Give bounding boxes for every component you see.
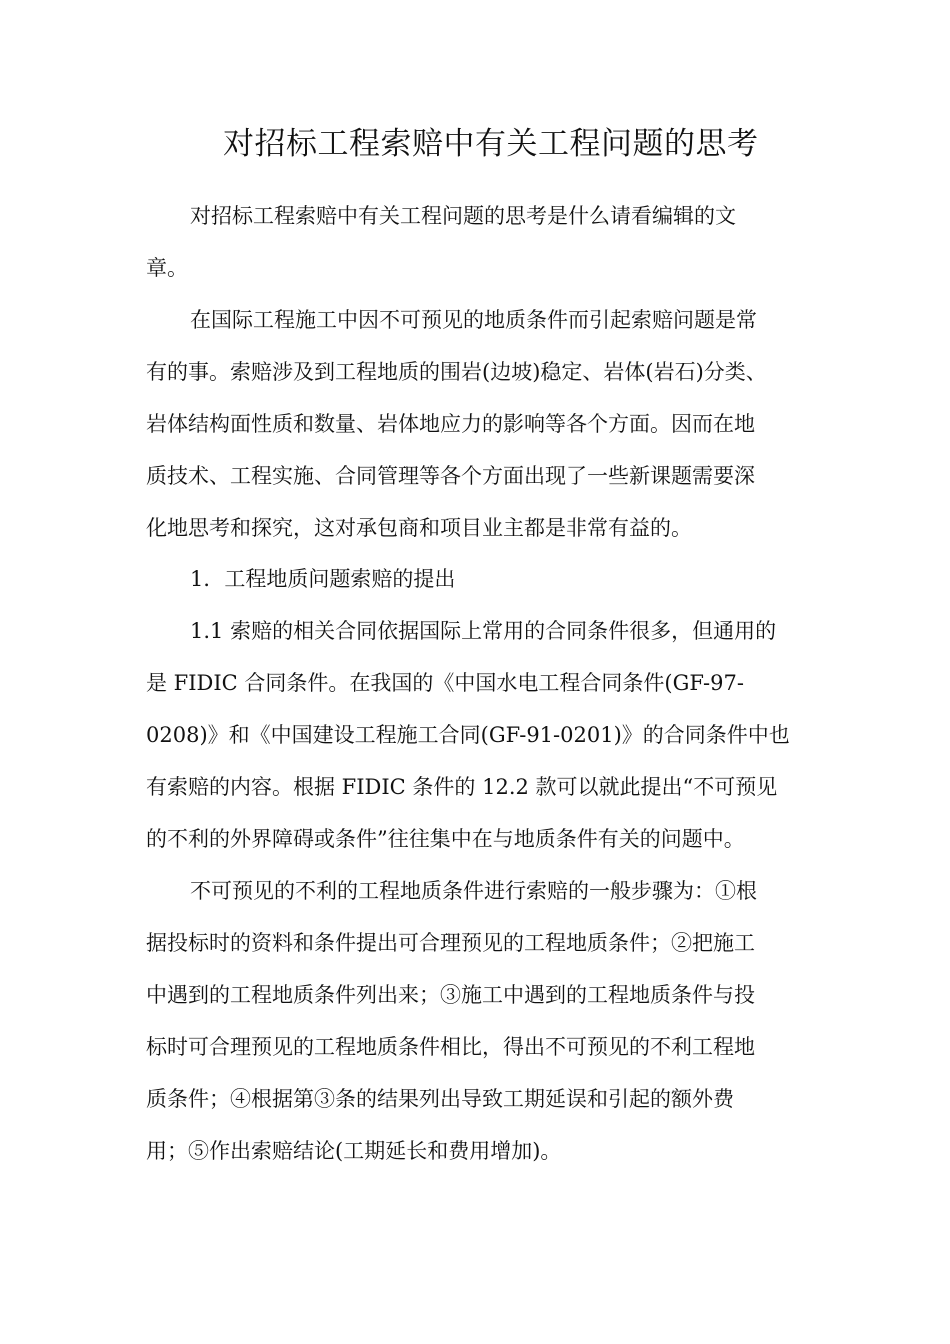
paragraph-3-line-5: 质条件；④根据第③条的结果列出导致工期延误和引起的额外费 (146, 1087, 734, 1111)
paragraph-2-line-2: 是 FIDIC 合同条件。在我国的《中国水电工程合同条件(GF-97- (146, 671, 744, 695)
paragraph-3-line-6: 用；⑤作出索赔结论(工期延长和费用增加)。 (146, 1139, 562, 1163)
paragraph-3-line-3: 中遇到的工程地质条件列出来；③施工中遇到的工程地质条件与投 (146, 983, 755, 1007)
paragraph-3-line-4: 标时可合理预见的工程地质条件相比，得出不可预见的不利工程地 (146, 1035, 755, 1059)
paragraph-1-line-1: 在国际工程施工中因不可预见的地质条件而引起索赔问题是常 (190, 308, 757, 332)
paragraph-1-line-5: 化地思考和探究，这对承包商和项目业主都是非常有益的。 (146, 516, 692, 540)
paragraph-2-line-1: 1.1 索赔的相关合同依据国际上常用的合同条件很多，但通用的 (190, 619, 777, 643)
paragraph-1-line-4: 质技术、工程实施、合同管理等各个方面出现了一些新课题需要深 (146, 464, 755, 488)
intro-line-1: 对招标工程索赔中有关工程问题的思考是什么请看编辑的文 (190, 204, 736, 228)
paragraph-2-line-3: 0208)》和《中国建设工程施工合同(GF-91-0201)》的合同条件中也 (146, 723, 790, 747)
paragraph-1-line-2: 有的事。索赔涉及到工程地质的围岩(边坡)稳定、岩体(岩石)分类、 (146, 360, 767, 384)
document-title: 对招标工程索赔中有关工程问题的思考 (223, 126, 759, 162)
paragraph-2-line-4: 有索赔的内容。根据 FIDIC 条件的 12.2 款可以就此提出“不可预见 (146, 775, 778, 799)
paragraph-2-line-5: 的不利的外界障碍或条件”往往集中在与地质条件有关的问题中。 (146, 827, 745, 851)
paragraph-3-line-1: 不可预见的不利的工程地质条件进行索赔的一般步骤为：①根 (190, 879, 757, 903)
paragraph-1-line-3: 岩体结构面性质和数量、岩体地应力的影响等各个方面。因而在地 (146, 412, 755, 436)
intro-line-2: 章。 (146, 256, 188, 280)
section-heading-1: 1．工程地质问题索赔的提出 (190, 567, 456, 591)
paragraph-3-line-2: 据投标时的资料和条件提出可合理预见的工程地质条件；②把施工 (146, 931, 755, 955)
